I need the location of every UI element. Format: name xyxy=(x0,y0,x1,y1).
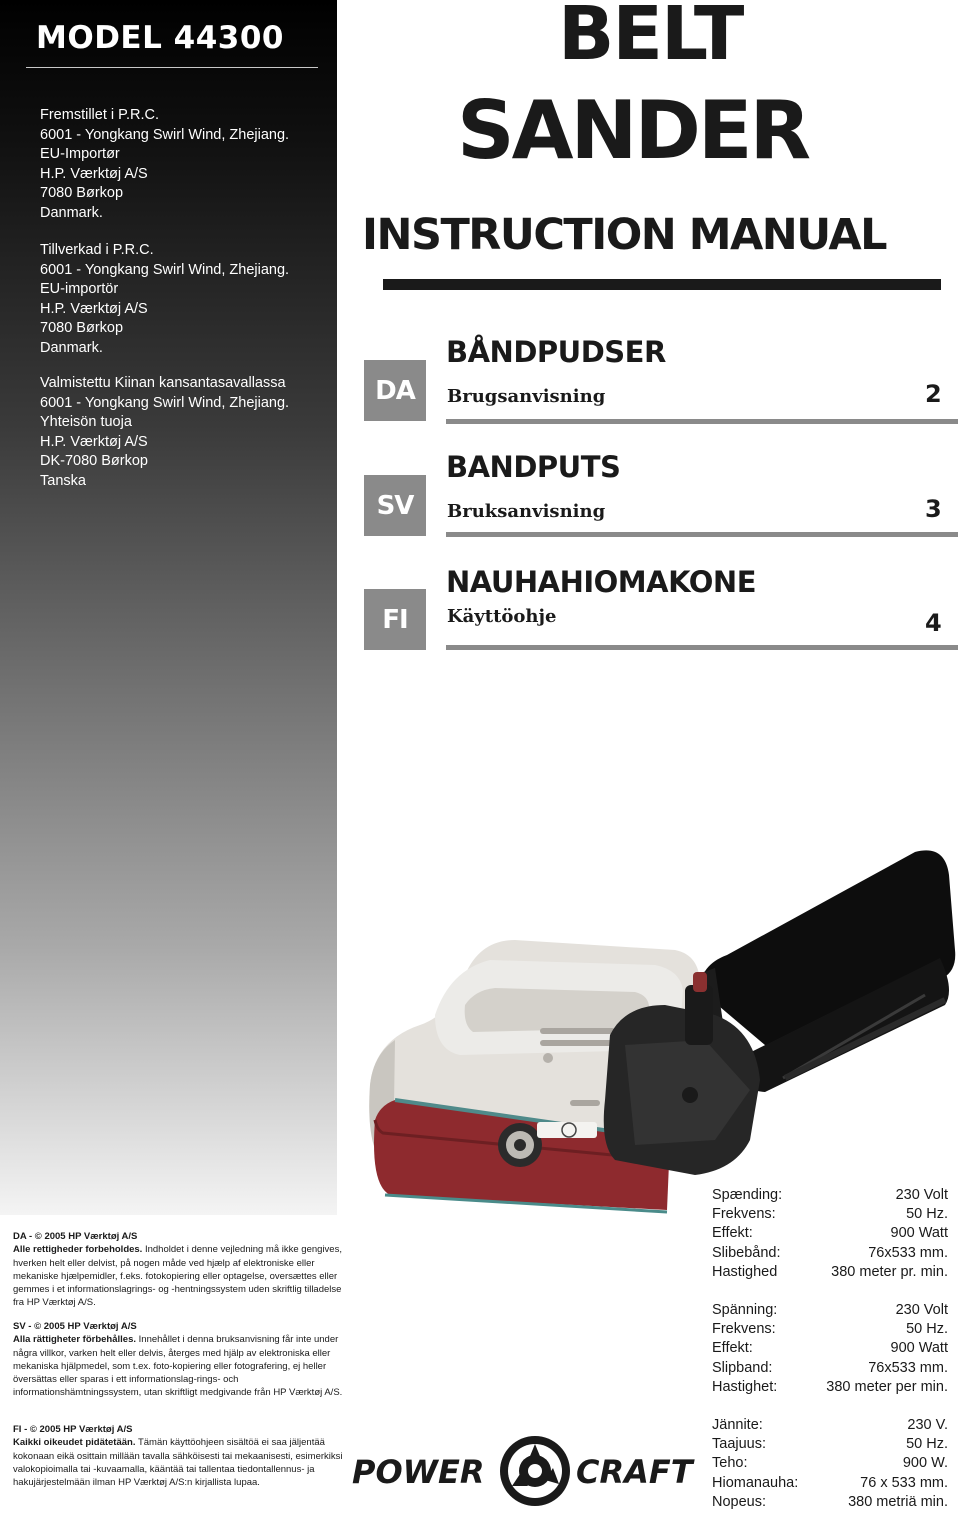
logo-text-power: POWER xyxy=(352,1453,485,1491)
copyright-sub-da: Alle rettigheder forbeholdes. xyxy=(13,1244,143,1256)
address-line: H.P. Værktøj A/S xyxy=(40,165,148,182)
page-number-da: 2 xyxy=(925,380,942,408)
address-line: EU-importör xyxy=(40,281,119,297)
address-line: Danmark. xyxy=(40,204,103,221)
title-belt: BELT xyxy=(558,0,743,77)
lang-code-fi: FI xyxy=(364,589,426,650)
address-line: EU-Importør xyxy=(40,146,120,162)
spec-table-sv xyxy=(712,1301,948,1397)
address-line: Danmark. xyxy=(40,339,103,356)
copyright-sub-fi: Kaikki oikeudet pidätetään. xyxy=(13,1437,136,1449)
spec-value: 50 Hz. xyxy=(906,1321,948,1338)
address-line: Tanska xyxy=(40,472,86,489)
spec-label: Hastighed xyxy=(712,1263,778,1280)
spec-value: 380 meter pr. min. xyxy=(831,1263,948,1280)
spec-label: Taajuus: xyxy=(712,1436,767,1453)
spec-value: 76 x 533 mm. xyxy=(860,1474,948,1491)
lang-name-sv: BANDPUTS xyxy=(446,450,621,484)
spec-row xyxy=(712,1263,948,1282)
address-line: H.P. Værktøj A/S xyxy=(40,300,148,317)
spec-row xyxy=(712,1435,948,1454)
title-sander: SANDER xyxy=(457,84,809,177)
spec-value: 900 W. xyxy=(902,1455,948,1472)
address-line: Yhteisön tuoja xyxy=(40,414,132,430)
spec-row xyxy=(712,1339,948,1358)
spec-row xyxy=(712,1378,948,1397)
spec-row xyxy=(712,1186,948,1205)
model-number: MODEL 44300 xyxy=(36,20,285,56)
spec-label: Slipband: xyxy=(712,1359,773,1376)
spec-value: 230 Volt xyxy=(895,1302,948,1318)
spec-value: 900 Watt xyxy=(890,1340,948,1357)
spec-label: Frekvens: xyxy=(712,1206,776,1223)
lang-code-da: DA xyxy=(364,360,426,421)
spec-row xyxy=(712,1474,948,1493)
spec-label: Jännite: xyxy=(712,1417,763,1433)
spec-table-fi xyxy=(712,1416,948,1512)
spec-label: Effekt: xyxy=(712,1225,753,1242)
address-line: DK-7080 Børkop xyxy=(40,453,148,469)
address-line: Valmistettu Kiinan kansantasavallassa xyxy=(40,375,286,391)
spec-row xyxy=(712,1205,948,1224)
lang-sub-fi: Käyttöohje xyxy=(447,606,557,627)
spec-label: Teho: xyxy=(712,1455,748,1472)
copyright-sv xyxy=(13,1320,343,1400)
spec-row xyxy=(712,1301,948,1320)
copyright-body-sv: Innehållet i denna bruksanvisning får inte under några villkor, varken helt eller delvis, återges med hjälp av elektroniska eller mekaniska hjälpmedel, som t.ex. foto-kopiering eller fotografering, ej heller översättas eller sparas i ett informationslag-rings- och informationshämtningssystem, utan skriftligt medgivande från HP Værktøj A/S. xyxy=(13,1334,343,1399)
address-block-fi xyxy=(40,374,289,491)
lang-divider xyxy=(446,419,958,424)
address-line: H.P. Værktøj A/S xyxy=(40,433,148,450)
aperture-icon xyxy=(500,1436,570,1506)
model-divider xyxy=(26,67,318,68)
copyright-head-sv: SV - © 2005 HP Værktøj A/S xyxy=(13,1321,137,1332)
page-number-fi: 4 xyxy=(925,609,942,637)
belt-sander-image xyxy=(355,800,960,1240)
address-line: 6001 - Yongkang Swirl Wind, Zhejiang. xyxy=(40,394,290,411)
spec-row xyxy=(712,1493,948,1512)
copyright-sub-sv: Alla rättigheter förbehålles. xyxy=(13,1334,137,1346)
address-line: 6001 - Yongkang Swirl Wind, Zhejiang. xyxy=(40,126,290,143)
spec-value: 900 Watt xyxy=(890,1225,948,1242)
page-number-sv: 3 xyxy=(925,495,942,523)
spec-row xyxy=(712,1224,948,1243)
lang-name-fi: NAUHAHIOMAKONE xyxy=(446,565,757,599)
copyright-fi xyxy=(13,1423,343,1489)
address-line: 7080 Børkop xyxy=(40,185,124,201)
copyright-body-fi: Tämän käyttöohjeen sisältöä ei saa jäljentää kokonaan eikä osittain millään tavalla sähköisesti tai mekaanisesti, esimerkiksi valokopioimalla tai -kuvaamalla, kääntää tai tallentaa tiedontallennus- ja hakujärjestelmään ilman HP Værktøj A/S:n kirjallista lupaa. xyxy=(13,1437,343,1489)
address-block-da xyxy=(40,106,289,223)
spec-row xyxy=(712,1454,948,1473)
address-line: Fremstillet i P.R.C. xyxy=(40,107,159,123)
spec-label: Effekt: xyxy=(712,1340,753,1357)
address-line: Tillverkad i P.R.C. xyxy=(40,242,154,258)
lang-sub-da: Brugsanvisning xyxy=(447,386,606,407)
spec-value: 230 V. xyxy=(907,1417,948,1433)
spec-row xyxy=(712,1244,948,1263)
spec-label: Spänning: xyxy=(712,1302,778,1318)
spec-value: 50 Hz. xyxy=(906,1436,948,1453)
spec-row xyxy=(712,1416,948,1435)
spec-label: Nopeus: xyxy=(712,1493,767,1510)
copyright-head-da: DA - © 2005 HP Værktøj A/S xyxy=(13,1231,138,1242)
spec-row xyxy=(712,1320,948,1339)
lang-name-da: BÅNDPUDSER xyxy=(446,335,666,369)
title-divider xyxy=(383,279,941,290)
lang-sub-sv: Bruksanvisning xyxy=(447,501,606,522)
spec-value: 380 metriä min. xyxy=(848,1493,948,1510)
address-line: 6001 - Yongkang Swirl Wind, Zhejiang. xyxy=(40,261,290,278)
spec-label: Hiomanauha: xyxy=(712,1474,799,1491)
spec-label: Hastighet: xyxy=(712,1378,778,1395)
address-line: 7080 Børkop xyxy=(40,320,124,336)
copyright-da xyxy=(13,1230,343,1310)
spec-label: Frekvens: xyxy=(712,1321,776,1338)
lang-code-sv: SV xyxy=(364,475,426,536)
logo-text-craft: CRAFT xyxy=(576,1453,693,1491)
spec-row xyxy=(712,1359,948,1378)
spec-value: 380 meter per min. xyxy=(826,1378,948,1395)
power-craft-logo xyxy=(352,1428,697,1510)
lang-divider xyxy=(446,645,958,650)
spec-value: 230 Volt xyxy=(895,1187,948,1203)
spec-value: 76x533 mm. xyxy=(868,1244,948,1261)
spec-label: Slibebånd: xyxy=(712,1244,781,1261)
spec-label: Spænding: xyxy=(712,1187,783,1203)
lang-divider xyxy=(446,532,958,537)
spec-value: 50 Hz. xyxy=(906,1206,948,1223)
subtitle-instruction-manual: INSTRUCTION MANUAL xyxy=(362,210,887,260)
copyright-body-da: Indholdet i denne vejledning må ikke gengives, hverken helt eller delvist, på nogen måde ved hjælp af elektroniske eller mekaniske hjælpemidler, f.eks. fotokopiering eller optagelse, oversættes eller gemmes i et informationslagrings- og -hentningssystem uden skriftlig tilladelse fra HP Værktøj A/S. xyxy=(13,1244,342,1309)
spec-value: 76x533 mm. xyxy=(868,1359,948,1376)
spec-table-da xyxy=(712,1186,948,1282)
address-block-sv xyxy=(40,241,289,358)
copyright-head-fi: FI - © 2005 HP Værktøj A/S xyxy=(13,1424,133,1435)
